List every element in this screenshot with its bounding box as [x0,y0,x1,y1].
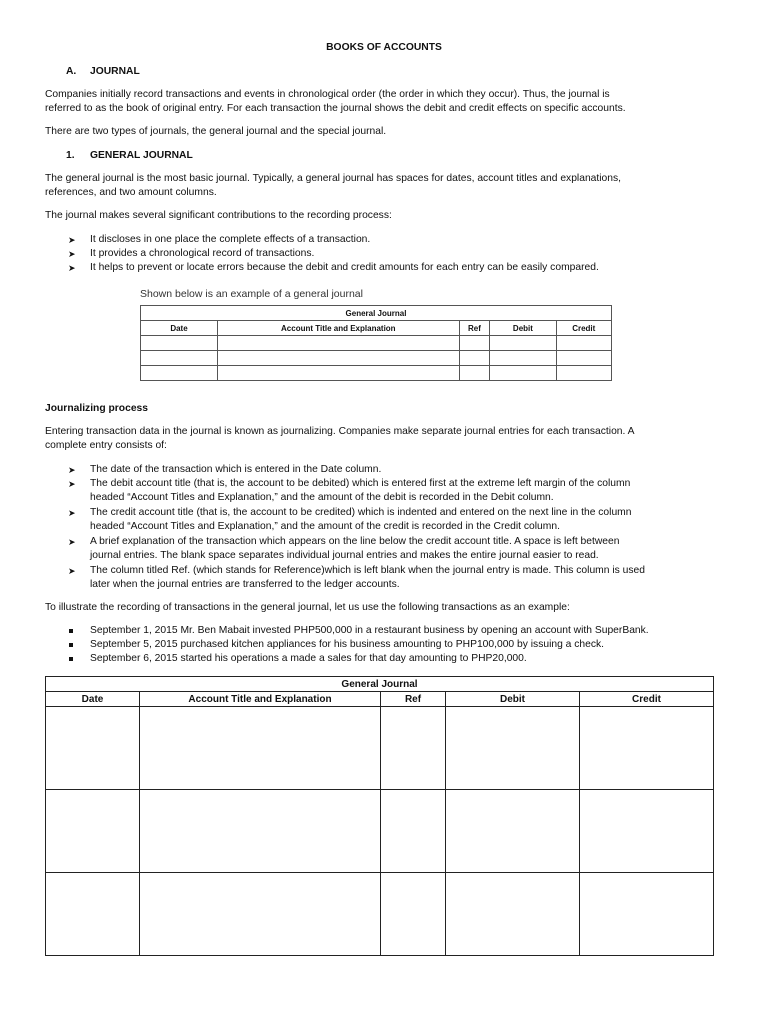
general-journal-desc-line-1: The general journal is the most basic journal. Typically, a general journal has spaces for dates, account titles and explanations, [45,173,622,184]
square-bullet-icon [69,629,73,633]
journal-header-ref: Ref [381,692,446,707]
document-title: BOOKS OF ACCOUNTS [326,42,442,53]
journal-header-date: Date [46,692,140,707]
entry-part-item-cont: journal entries. The blank space separates individual journal entries and makes the entire journal easier to read. [90,550,599,561]
entry-part-item: The debit account title (that is, the account to be debited) which is entered first at the extreme left margin of the column [90,478,631,489]
sample-header-ref: Ref [459,321,490,336]
sample-table-title: General Journal [141,306,612,321]
process-intro-line-2: complete entry consists of: [45,440,167,451]
sample-header-debit: Debit [490,321,556,336]
arrow-bullet-icon: ➤ [68,537,76,547]
arrow-bullet-icon: ➤ [68,465,76,475]
journal-header-account: Account Title and Explanation [140,692,381,707]
entry-part-item-cont: later when the journal entries are transferred to the ledger accounts. [90,579,400,590]
journal-header-debit: Debit [446,692,580,707]
contribution-item: It discloses in one place the complete effects of a transaction. [90,234,371,245]
journal-types-text: There are two types of journals, the general journal and the special journal. [45,126,387,137]
transaction-item: September 1, 2015 Mr. Ben Mabait invested PHP500,000 in a restaurant business by opening an account with SuperBank. [90,625,649,636]
table-row [46,707,714,790]
entry-part-item-cont: headed “Account Titles and Explanation,” and the amount of the debit is recorded in the Debit column. [90,492,554,503]
sample-header-date: Date [141,321,218,336]
general-journal-desc-line-2: references, and two amount columns. [45,187,217,198]
sample-header-credit: Credit [556,321,611,336]
arrow-bullet-icon: ➤ [68,508,76,518]
square-bullet-icon [69,643,73,647]
sample-header-account: Account Title and Explanation [217,321,459,336]
table-row [141,336,612,351]
contribution-item: It provides a chronological record of transactions. [90,248,315,259]
illustrate-text: To illustrate the recording of transactions in the general journal, let us use the following transactions as an example: [45,602,570,613]
section-a-marker: A. [66,66,77,77]
square-bullet-icon [69,657,73,661]
table-row [46,790,714,873]
process-intro-line-1: Entering transaction data in the journal is known as journalizing. Companies make separate journal entries for each transaction. A [45,426,635,437]
transaction-item: September 5, 2015 purchased kitchen appliances for his business amounting to PHP100,000 by issuing a check. [90,639,605,650]
table-row [141,351,612,366]
arrow-bullet-icon: ➤ [68,235,76,245]
section-a-heading: JOURNAL [90,66,140,77]
intro-line-2: referred to as the book of original entry. For each transaction the journal shows the debit and credit effects on specific accounts. [45,103,626,114]
intro-line-1: Companies initially record transactions and events in chronological order (the order in which they occur). Thus, the journal is [45,89,610,100]
section-1-marker: 1. [66,150,75,161]
arrow-bullet-icon: ➤ [68,263,76,273]
journal-header-credit: Credit [580,692,714,707]
sample-general-journal-table [140,305,612,381]
table-row [46,873,714,956]
journal-table-title: General Journal [46,677,714,692]
entry-part-item: The credit account title (that is, the account to be credited) which is indented and entered on the next line in the column [90,507,632,518]
table-row [141,366,612,381]
general-journal-table [45,676,714,956]
entry-part-item: The date of the transaction which is entered in the Date column. [90,464,382,475]
journalizing-process-heading: Journalizing process [45,403,148,414]
entry-part-item: A brief explanation of the transaction which appears on the line below the credit account title. A space is left between [90,536,620,547]
entry-part-item: The column titled Ref. (which stands for Reference)which is left blank when the journal entry is made. This column is used [90,565,645,576]
entry-part-item-cont: headed “Account Titles and Explanation,” and the amount of the credit is recorded in the Credit column. [90,521,560,532]
section-1-heading: GENERAL JOURNAL [90,150,193,161]
example-caption: Shown below is an example of a general journal [140,288,363,300]
arrow-bullet-icon: ➤ [68,249,76,259]
contributions-intro: The journal makes several significant contributions to the recording process: [45,210,392,221]
arrow-bullet-icon: ➤ [68,479,76,489]
transaction-item: September 6, 2015 started his operations a made a sales for that day amounting to PHP20,000. [90,653,527,664]
contribution-item: It helps to prevent or locate errors because the debit and credit amounts for each entry can be easily compared. [90,262,599,273]
arrow-bullet-icon: ➤ [68,566,76,576]
